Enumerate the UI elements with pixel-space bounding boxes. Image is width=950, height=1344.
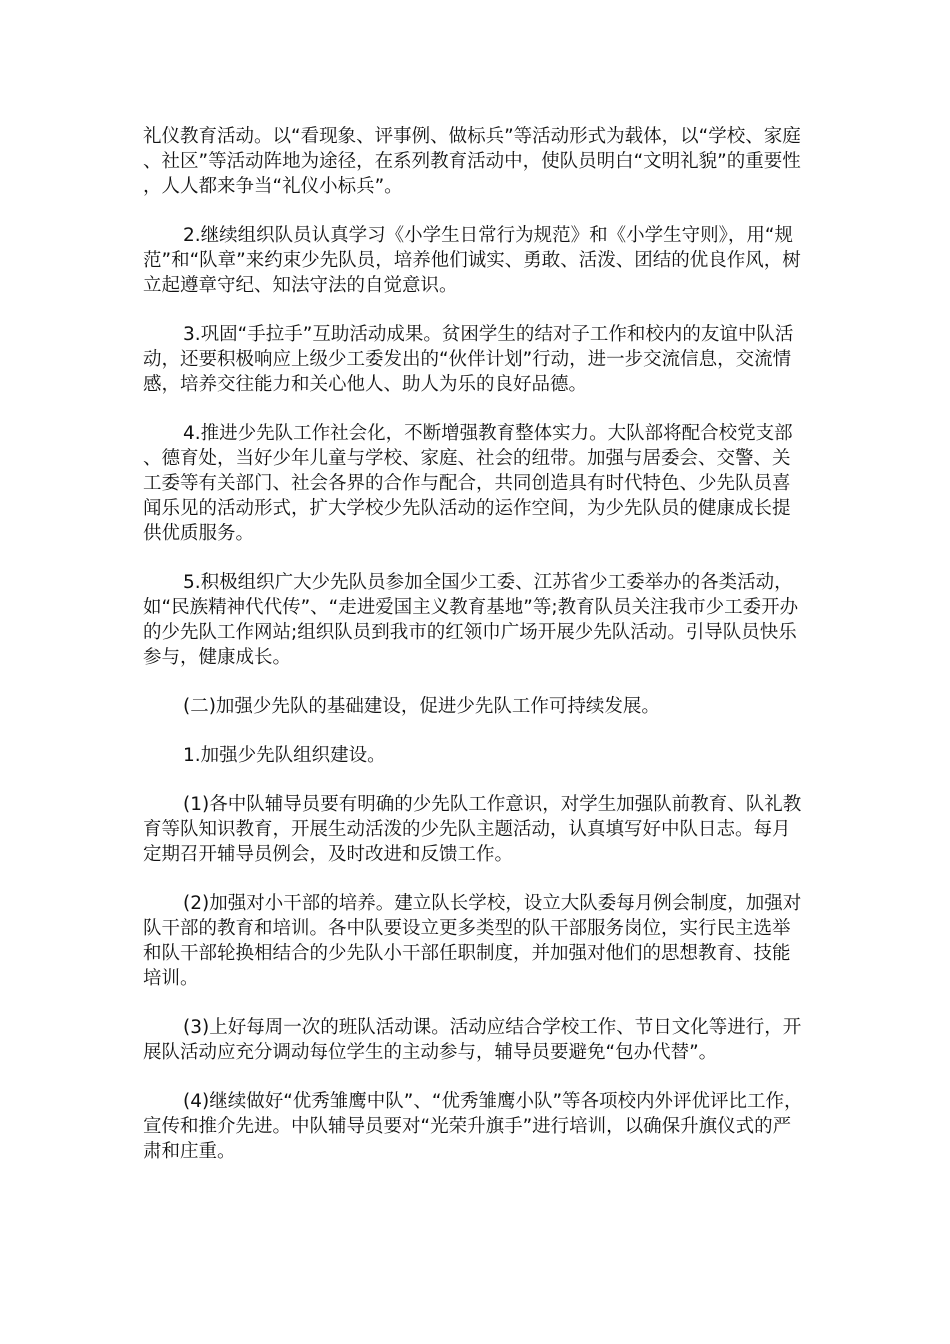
paragraph-sub-4-evaluation: (4)继续做好“优秀雏鹰中队”、“优秀雏鹰小队”等各项校内外评优评比工作，宣传和推介先进。中队辅导员要对“光荣升旗手”进行培训，以确保升旗仪式的严肃和庄重。	[143, 1091, 803, 1162]
paragraph-etiquette-education: 礼仪教育活动。以“看现象、评事例、做标兵”等活动形式为载体，以“学校、家庭、社区”等活动阵地为途径，在系列教育活动中，使队员明白“文明礼貌”的重要性，人人都来争当“礼仪小标兵”。	[143, 126, 801, 197]
section-heading-basic-construction: (二)加强少先队的基础建设，促进少先队工作可持续发展。	[183, 696, 660, 717]
paragraph-item-3-hand-in-hand: 3.巩固“手拉手”互助活动成果。贫困学生的结对子工作和校内的友谊中队活动，还要积极响应上级少工委发出的“伙伴计划”行动，进一步交流信息，交流情感，培养交往能力和关心他人、助人为乐的良好品德。	[143, 324, 794, 395]
paragraph-item-2-rules-study: 2.继续组织队员认真学习《小学生日常行为规范》和《小学生守则》，用“规范”和“队章”来约束少先队员，培养他们诚实、勇敢、活泼、团结的优良作风，树立起遵章守纪、知法守法的自觉意识。	[143, 225, 801, 296]
subheading-organization-building: 1.加强少先队组织建设。	[183, 745, 386, 766]
paragraph-sub-3-class-activities: (3)上好每周一次的班队活动课。活动应结合学校工作、节日文化等进行，开展队活动应充分调动每位学生的主动参与，辅导员要避免“包办代替”。	[143, 1017, 802, 1063]
paragraph-item-5-activities: 5.积极组织广大少先队员参加全国少工委、江苏省少工委举办的各类活动，如“民族精神代代传”、“走进爱国主义教育基地”等;教育队员关注我市少工委开办的少先队工作网站;组织队员到我市的红领巾广场开展少先队活动。引导队员快乐参与，健康成长。	[143, 572, 799, 668]
paragraph-sub-1-counselors: (1)各中队辅导员要有明确的少先队工作意识，对学生加强队前教育、队礼教育等队知识教育，开展生动活泼的少先队主题活动，认真填写好中队日志。每月定期召开辅导员例会，及时改进和反馈工作。	[143, 794, 802, 865]
document-body	[143, 124, 807, 1188]
paragraph-item-4-socialization: 4.推进少先队工作社会化，不断增强教育整体实力。大队部将配合校党支部、德育处，当好少年儿童与学校、家庭、社会的纽带。加强与居委会、交警、关工委等有关部门、社会各界的合作与配合，共同创造具有时代特色、少先队员喜闻乐见的活动形式，扩大学校少先队活动的运作空间，为少先队员的健康成长提供优质服务。	[143, 423, 793, 544]
paragraph-sub-2-cadre-training: (2)加强对小干部的培养。建立队长学校，设立大队委每月例会制度，加强对队干部的教育和培训。各中队要设立更多类型的队干部服务岗位，实行民主选举和队干部轮换相结合的少先队小干部任职制度，并加强对他们的思想教育、技能培训。	[143, 893, 802, 989]
